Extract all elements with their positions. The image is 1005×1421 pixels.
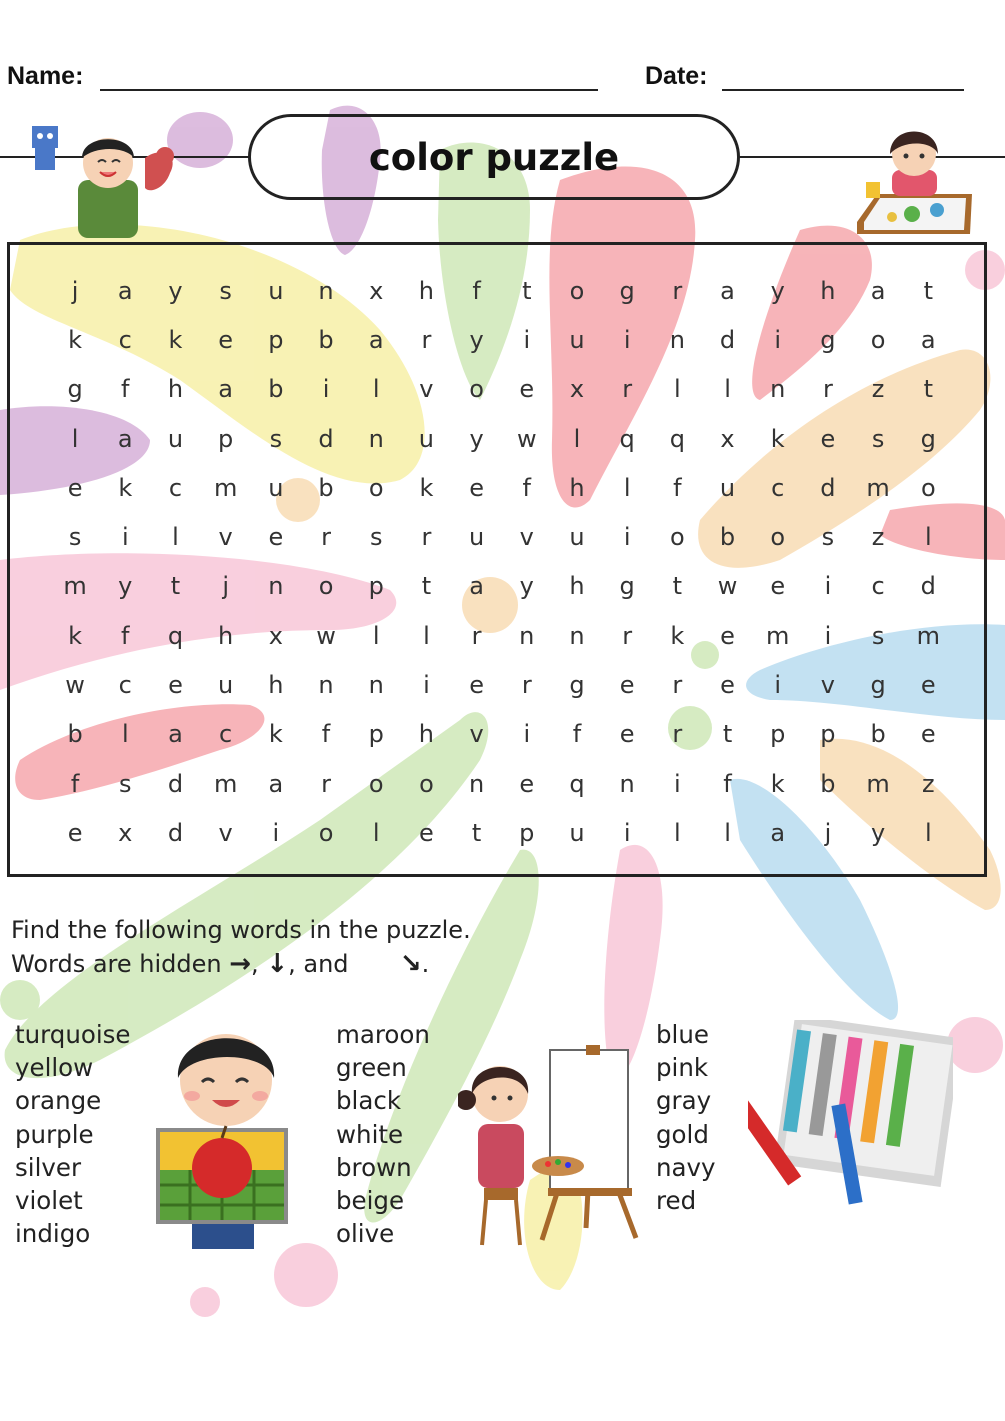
puzzle-letter[interactable]: u <box>418 424 435 453</box>
puzzle-letter[interactable]: k <box>118 473 133 502</box>
puzzle-letter[interactable]: n <box>468 769 485 798</box>
puzzle-letter[interactable]: s <box>119 769 132 798</box>
puzzle-letter[interactable]: k <box>770 769 785 798</box>
puzzle-letter[interactable]: f <box>673 473 682 502</box>
puzzle-letter[interactable]: s <box>269 424 283 453</box>
puzzle-letter[interactable]: f <box>723 769 732 798</box>
list-item: pink <box>656 1053 709 1083</box>
list-item: navy <box>656 1152 716 1182</box>
puzzle-letter[interactable]: a <box>720 276 735 305</box>
puzzle-letter[interactable]: y <box>168 276 183 305</box>
puzzle-letter[interactable]: n <box>669 325 685 354</box>
puzzle-letter[interactable]: v <box>419 375 434 404</box>
puzzle-letter[interactable]: q <box>619 424 635 453</box>
puzzle-letter[interactable]: t <box>923 276 933 305</box>
list-item: silver <box>15 1152 82 1182</box>
puzzle-row <box>50 759 954 808</box>
puzzle-letter[interactable]: i <box>824 621 832 650</box>
list-item: indigo <box>15 1219 91 1249</box>
puzzle-letter[interactable]: l <box>924 523 932 552</box>
puzzle-letter[interactable]: k <box>168 325 183 354</box>
puzzle-letter[interactable]: t <box>421 572 432 601</box>
date-label: Date: <box>645 62 708 90</box>
puzzle-letter[interactable]: r <box>822 375 833 404</box>
puzzle-letter[interactable]: b <box>820 769 836 798</box>
puzzle-letter[interactable]: b <box>318 325 334 354</box>
puzzle-letter[interactable]: i <box>674 769 681 798</box>
puzzle-letter[interactable]: r <box>672 720 683 749</box>
list-item: maroon <box>336 1020 430 1049</box>
puzzle-letter[interactable]: i <box>623 818 631 847</box>
puzzle-letter[interactable]: e <box>720 621 735 650</box>
puzzle-letter[interactable]: e <box>619 671 635 700</box>
puzzle-letter[interactable]: i <box>824 572 832 601</box>
puzzle-letter[interactable]: n <box>519 621 535 650</box>
puzzle-letter[interactable]: u <box>268 276 284 305</box>
puzzle-letter[interactable]: f <box>472 276 481 305</box>
puzzle-letter[interactable]: g <box>920 424 936 453</box>
puzzle-letter[interactable]: l <box>674 818 681 847</box>
puzzle-row <box>50 710 954 759</box>
puzzle-letter[interactable]: u <box>167 424 184 453</box>
puzzle-letter[interactable]: z <box>871 375 885 404</box>
puzzle-letter[interactable]: y <box>469 325 484 354</box>
puzzle-letter[interactable]: y <box>118 572 133 601</box>
puzzle-letter[interactable]: l <box>924 818 932 847</box>
name-field[interactable] <box>100 89 598 91</box>
puzzle-letter[interactable]: c <box>168 473 183 502</box>
puzzle-letter[interactable]: h <box>167 375 184 404</box>
list-item: gold <box>656 1119 709 1149</box>
list-item: green <box>336 1053 407 1083</box>
word-list-col-2 <box>336 1018 430 1250</box>
puzzle-letter[interactable]: u <box>569 523 585 552</box>
puzzle-letter[interactable]: x <box>118 818 133 847</box>
puzzle-letter[interactable]: e <box>519 769 535 798</box>
puzzle-letter[interactable]: t <box>672 572 683 601</box>
boy-with-apple-painting-illustration <box>150 1020 300 1252</box>
puzzle-letter[interactable]: v <box>469 720 484 749</box>
puzzle-letter[interactable]: u <box>268 473 284 502</box>
puzzle-letter[interactable]: o <box>469 375 484 404</box>
puzzle-letter[interactable]: i <box>523 325 531 354</box>
puzzle-letter[interactable]: k <box>770 424 785 453</box>
puzzle-row <box>50 463 954 512</box>
puzzle-letter[interactable]: p <box>368 572 384 601</box>
puzzle-letter[interactable]: y <box>519 572 534 601</box>
puzzle-letter[interactable]: t <box>471 818 482 847</box>
puzzle-letter[interactable]: h <box>418 720 435 749</box>
puzzle-letter[interactable]: m <box>766 621 790 650</box>
puzzle-letter[interactable]: a <box>920 325 936 354</box>
puzzle-letter[interactable]: d <box>820 473 836 502</box>
puzzle-letter[interactable]: r <box>672 671 683 700</box>
puzzle-letter[interactable]: k <box>68 621 83 650</box>
puzzle-letter[interactable]: j <box>824 818 832 847</box>
puzzle-letter[interactable]: e <box>67 473 83 502</box>
arrow-down-icon: ↓ <box>266 949 289 979</box>
list-item: olive <box>336 1219 395 1249</box>
puzzle-letter[interactable]: t <box>170 572 181 601</box>
puzzle-letter[interactable]: b <box>719 523 736 552</box>
puzzle-letter[interactable]: u <box>719 473 736 502</box>
puzzle-letter[interactable]: f <box>121 621 130 650</box>
puzzle-letter[interactable]: f <box>70 769 80 798</box>
puzzle-letter[interactable]: e <box>268 523 284 552</box>
puzzle-letter[interactable]: v <box>820 671 835 700</box>
puzzle-letter[interactable]: b <box>870 720 886 749</box>
puzzle-letter[interactable]: d <box>719 325 736 354</box>
puzzle-letter[interactable]: b <box>67 720 83 749</box>
puzzle-letter[interactable]: d <box>920 572 936 601</box>
puzzle-letter[interactable]: x <box>369 276 384 305</box>
puzzle-letter[interactable]: n <box>770 375 786 404</box>
puzzle-row <box>50 414 954 463</box>
puzzle-letter[interactable]: e <box>920 671 936 700</box>
puzzle-letter[interactable]: m <box>916 621 940 650</box>
puzzle-letter[interactable]: w <box>717 572 738 601</box>
puzzle-letter[interactable]: i <box>523 720 531 749</box>
puzzle-letter[interactable]: i <box>272 818 280 847</box>
puzzle-letter[interactable]: h <box>569 572 585 601</box>
puzzle-letter[interactable]: e <box>619 720 635 749</box>
puzzle-row <box>50 808 954 857</box>
puzzle-letter[interactable]: s <box>219 276 232 305</box>
puzzle-letter[interactable]: e <box>720 671 735 700</box>
girl-painting-illustration <box>852 122 977 240</box>
puzzle-letter[interactable]: s <box>821 523 835 552</box>
puzzle-letter[interactable]: l <box>623 473 631 502</box>
puzzle-letter[interactable]: c <box>219 720 233 749</box>
puzzle-letter[interactable]: a <box>117 276 133 305</box>
puzzle-letter[interactable]: r <box>521 671 532 700</box>
puzzle-letter[interactable]: v <box>218 523 233 552</box>
name-label: Name: <box>7 62 84 90</box>
puzzle-letter[interactable]: f <box>522 473 531 502</box>
puzzle-letter[interactable]: e <box>168 671 183 700</box>
puzzle-letter[interactable]: w <box>516 424 537 453</box>
puzzle-letter[interactable]: l <box>724 375 731 404</box>
puzzle-letter[interactable]: g <box>67 375 83 404</box>
puzzle-row <box>50 315 954 364</box>
puzzle-letter[interactable]: m <box>866 473 890 502</box>
puzzle-letter[interactable]: l <box>172 523 179 552</box>
puzzle-letter[interactable]: h <box>569 473 585 502</box>
puzzle-letter[interactable]: r <box>321 523 331 552</box>
puzzle-letter[interactable]: q <box>167 621 184 650</box>
puzzle-letter[interactable]: i <box>322 375 330 404</box>
puzzle-letter[interactable]: a <box>469 572 484 601</box>
puzzle-letter[interactable]: f <box>121 375 130 404</box>
puzzle-letter[interactable]: n <box>619 769 635 798</box>
puzzle-letter[interactable]: u <box>569 818 585 847</box>
puzzle-letter[interactable]: x <box>268 621 283 650</box>
puzzle-letter[interactable]: z <box>921 769 935 798</box>
puzzle-letter[interactable]: r <box>622 375 633 404</box>
puzzle-letter[interactable]: y <box>870 818 886 847</box>
puzzle-letter[interactable]: n <box>368 424 384 453</box>
puzzle-letter[interactable]: e <box>469 671 484 700</box>
puzzle-letter[interactable]: c <box>771 473 785 502</box>
puzzle-letter[interactable]: a <box>218 375 234 404</box>
puzzle-letter[interactable]: h <box>418 276 435 305</box>
page-title: color puzzle <box>248 114 740 200</box>
list-item: brown <box>336 1152 412 1182</box>
puzzle-letter[interactable]: o <box>770 523 786 552</box>
word-list-col-3 <box>656 1018 716 1217</box>
puzzle-letter[interactable]: e <box>218 325 234 354</box>
puzzle-letter[interactable]: a <box>268 769 284 798</box>
puzzle-letter[interactable]: i <box>774 671 782 700</box>
puzzle-letter[interactable]: l <box>121 720 129 749</box>
puzzle-letter[interactable]: m <box>866 769 890 798</box>
puzzle-letter[interactable]: l <box>372 621 380 650</box>
puzzle-letter[interactable]: j <box>71 276 79 305</box>
puzzle-letter[interactable]: h <box>218 621 234 650</box>
puzzle-letter[interactable]: b <box>318 473 334 502</box>
puzzle-letter[interactable]: x <box>569 375 585 404</box>
list-item: white <box>336 1119 404 1149</box>
arrow-diagonal-icon: ↘ <box>399 949 422 979</box>
puzzle-letter[interactable]: l <box>423 621 430 650</box>
instructions-and: , and <box>288 950 349 978</box>
puzzle-letter[interactable]: e <box>519 375 535 404</box>
puzzle-letter[interactable]: q <box>669 424 685 453</box>
puzzle-letter[interactable]: l <box>372 818 380 847</box>
puzzle-letter[interactable]: f <box>572 720 582 749</box>
puzzle-letter[interactable]: u <box>468 523 485 552</box>
puzzle-letter[interactable]: a <box>117 424 133 453</box>
puzzle-letter[interactable]: z <box>871 523 885 552</box>
puzzle-letter[interactable]: w <box>65 671 85 700</box>
puzzle-letter[interactable]: i <box>623 523 631 552</box>
puzzle-letter[interactable]: k <box>670 621 685 650</box>
puzzle-letter[interactable]: r <box>672 276 683 305</box>
puzzle-letter[interactable]: o <box>368 473 384 502</box>
puzzle-letter[interactable]: p <box>368 720 384 749</box>
puzzle-letter[interactable]: o <box>870 325 886 354</box>
puzzle-letter[interactable]: v <box>519 523 534 552</box>
boy-with-toys-illustration <box>20 118 190 243</box>
puzzle-letter[interactable]: y <box>770 276 785 305</box>
list-item: orange <box>15 1086 102 1116</box>
puzzle-letter[interactable]: p <box>218 424 234 453</box>
puzzle-letter[interactable]: t <box>522 276 532 305</box>
puzzle-letter[interactable]: a <box>870 276 886 305</box>
puzzle-letter[interactable]: s <box>369 523 383 552</box>
date-field[interactable] <box>722 89 964 91</box>
puzzle-letter[interactable]: p <box>770 720 786 749</box>
puzzle-letter[interactable]: s <box>871 621 885 650</box>
puzzle-letter[interactable]: n <box>368 671 384 700</box>
puzzle-letter[interactable]: c <box>118 325 132 354</box>
instructions-line-1: Find the following words in the puzzle. <box>11 916 471 944</box>
puzzle-letter[interactable]: d <box>167 818 184 847</box>
list-item: blue <box>656 1020 709 1049</box>
list-item: beige <box>336 1186 405 1216</box>
puzzle-letter[interactable]: p <box>268 325 284 354</box>
puzzle-letter[interactable]: o <box>318 572 334 601</box>
puzzle-letter[interactable]: j <box>222 572 229 601</box>
puzzle-letter[interactable]: l <box>674 375 681 404</box>
puzzle-letter[interactable]: e <box>67 818 83 847</box>
girl-at-easel-illustration <box>458 1040 658 1250</box>
puzzle-row <box>50 660 954 709</box>
puzzle-row <box>50 611 954 660</box>
puzzle-letter[interactable]: c <box>118 671 132 700</box>
puzzle-letter[interactable]: d <box>167 769 184 798</box>
puzzle-letter[interactable]: t <box>722 720 733 749</box>
puzzle-letter[interactable]: v <box>218 818 233 847</box>
puzzle-letter[interactable]: g <box>619 276 635 305</box>
puzzle-letter[interactable]: l <box>372 375 380 404</box>
puzzle-letter[interactable]: o <box>419 769 434 798</box>
puzzle-letter[interactable]: b <box>268 375 284 404</box>
puzzle-letter[interactable]: g <box>820 325 836 354</box>
puzzle-letter[interactable]: g <box>619 572 635 601</box>
puzzle-letter[interactable]: n <box>318 276 334 305</box>
puzzle-letter[interactable]: m <box>63 572 87 601</box>
puzzle-letter[interactable]: n <box>268 572 284 601</box>
instructions-prefix: Words are hidden <box>11 950 222 978</box>
puzzle-letter[interactable]: m <box>213 769 238 798</box>
puzzle-letter[interactable]: o <box>569 276 585 305</box>
puzzle-letter[interactable]: r <box>471 621 482 650</box>
puzzle-letter[interactable]: n <box>569 621 585 650</box>
puzzle-letter[interactable]: p <box>519 818 535 847</box>
word-list-col-1 <box>15 1018 131 1250</box>
puzzle-letter[interactable]: a <box>368 325 384 354</box>
puzzle-letter[interactable]: l <box>71 424 79 453</box>
puzzle-letter[interactable]: a <box>168 720 183 749</box>
puzzle-letter[interactable]: r <box>622 621 633 650</box>
puzzle-letter[interactable]: y <box>469 424 484 453</box>
list-item: yellow <box>15 1053 94 1083</box>
puzzle-letter[interactable]: e <box>820 424 836 453</box>
header <box>0 0 1005 110</box>
list-item: red <box>656 1186 697 1216</box>
puzzle-letter[interactable]: a <box>770 818 786 847</box>
puzzle-letter[interactable]: r <box>421 325 432 354</box>
arrow-right-icon: → <box>229 949 252 979</box>
puzzle-letter[interactable]: k <box>419 473 434 502</box>
puzzle-letter[interactable]: u <box>569 325 585 354</box>
puzzle-letter[interactable]: w <box>316 621 336 650</box>
puzzle-letter[interactable]: e <box>920 720 936 749</box>
puzzle-letter[interactable]: r <box>421 523 432 552</box>
list-item: turquoise <box>15 1020 131 1049</box>
puzzle-letter[interactable]: f <box>321 720 331 749</box>
puzzle-letter[interactable]: g <box>870 671 886 700</box>
puzzle-letter[interactable]: k <box>68 325 83 354</box>
list-item: black <box>336 1086 402 1116</box>
puzzle-letter[interactable]: s <box>68 523 82 552</box>
puzzle-letter[interactable]: c <box>871 572 885 601</box>
puzzle-letter[interactable]: h <box>820 276 836 305</box>
puzzle-letter[interactable]: g <box>569 671 585 700</box>
puzzle-letter[interactable]: l <box>724 818 731 847</box>
puzzle-letter[interactable]: d <box>318 424 334 453</box>
puzzle-letter[interactable]: k <box>268 720 283 749</box>
puzzle-letter[interactable]: u <box>218 671 234 700</box>
puzzle-letter[interactable]: i <box>423 671 430 700</box>
puzzle-letter[interactable]: i <box>623 325 631 354</box>
list-item: violet <box>15 1186 83 1216</box>
puzzle-row <box>50 512 954 561</box>
puzzle-letter[interactable]: t <box>923 375 933 404</box>
instructions-comma: , <box>251 950 259 978</box>
puzzle-row <box>50 266 954 315</box>
word-search-grid <box>50 266 954 858</box>
puzzle-letter[interactable]: i <box>774 325 782 354</box>
puzzle-letter[interactable]: r <box>321 769 331 798</box>
puzzle-letter[interactable]: o <box>368 769 384 798</box>
puzzle-letter[interactable]: m <box>213 473 238 502</box>
puzzle-letter[interactable]: x <box>720 424 735 453</box>
crayons-illustration <box>748 1020 953 1210</box>
puzzle-letter[interactable]: h <box>268 671 284 700</box>
puzzle-letter[interactable]: l <box>573 424 581 453</box>
puzzle-letter[interactable]: p <box>820 720 836 749</box>
puzzle-row <box>50 562 954 611</box>
instructions-line-2 <box>11 949 429 979</box>
puzzle-letter[interactable]: i <box>121 523 129 552</box>
puzzle-letter[interactable]: o <box>670 523 685 552</box>
puzzle-letter[interactable]: e <box>469 473 484 502</box>
puzzle-letter[interactable]: q <box>569 769 585 798</box>
puzzle-letter[interactable]: o <box>920 473 936 502</box>
list-item: gray <box>656 1086 712 1116</box>
puzzle-letter[interactable]: s <box>871 424 885 453</box>
puzzle-letter[interactable]: e <box>770 572 786 601</box>
puzzle-letter[interactable]: o <box>318 818 334 847</box>
puzzle-letter[interactable]: e <box>419 818 434 847</box>
puzzle-letter[interactable]: n <box>318 671 334 700</box>
puzzle-row <box>50 365 954 414</box>
list-item: purple <box>15 1119 94 1149</box>
instructions-period: . <box>421 950 430 978</box>
